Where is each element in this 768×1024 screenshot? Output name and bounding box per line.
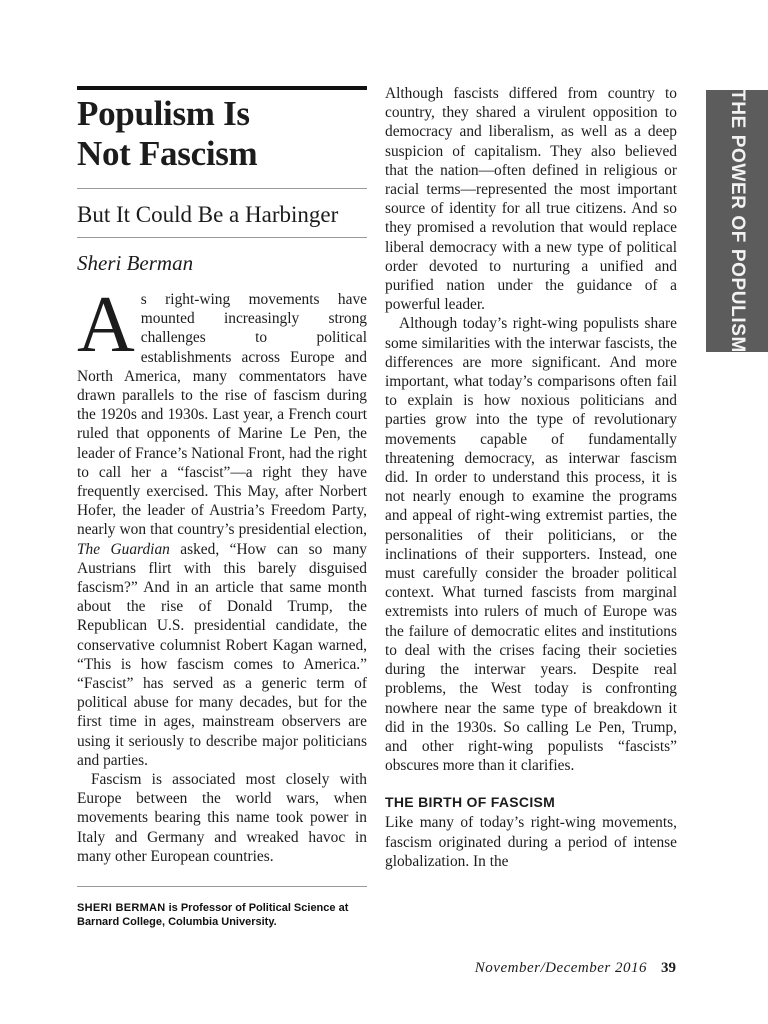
title-line-2: Not Fascism bbox=[77, 134, 258, 173]
page-number: 39 bbox=[661, 960, 676, 976]
author-bio bbox=[77, 901, 367, 929]
paragraph-opening-text: s right-wing movements have mounted increasingly strong challenges to political establishments across Europe and North America, many commentators have drawn parallels to the rise of fascism during the 1920s and 1930s. Last year, a French court ruled that opponents of Marine Le Pen, the leader of France’s National Front, had the right to call her a “fascist”—a right they have frequently exercised. This May, after Norbert Hofer, the leader of Austria’s Freedom Party, nearly won that country’s presidential election, bbox=[77, 291, 367, 539]
paragraph-fascist-views: Although fascists differed from country to country, they shared a virulent opposition to democracy and liberalism, as well as a deep suspicion of capitalism. They also believed that the nation—often defined in religious or racial terms—represented the most important source of identity for all true citizens. And so they promised a revolution that would replace liberal democracy with a new type of political order devoted to nurturing a unified and purified nation under the guidance of a powerful leader. bbox=[385, 85, 677, 314]
author-byline: Sheri Berman bbox=[77, 251, 194, 275]
bio-author-name: SHERI BERMAN bbox=[77, 902, 166, 915]
title-line-1: Populism Is bbox=[77, 94, 250, 133]
publication-name: The Guardian bbox=[77, 540, 170, 558]
paragraph-fascism-europe: Fascism is associated most closely with Europe between the world wars, when movements bearing this name took power in Italy and Germany and wreaked havoc in many other European countries. bbox=[77, 771, 367, 865]
right-column bbox=[385, 84, 677, 871]
paragraph-opening-text-end: asked, “How can so many Austrians flirt with this barely disguised fascism?” And in an article that same month about the rise of Donald Trump, the Republican U.S. presidential candidate, the conservative columnist Robert Kagan warned, “This is how fascism comes to America.” “Fascist” has served as a generic term of political abuse for many decades, but for the first time in ages, mainstream observers are using it seriously to describe major politicians and parties. bbox=[77, 540, 367, 769]
title-top-rule bbox=[77, 86, 367, 90]
article-title bbox=[77, 94, 367, 174]
page-footer bbox=[436, 958, 676, 978]
bio-text: is Professor of Political Science at Barnard College, Columbia University. bbox=[77, 902, 349, 929]
title-divider bbox=[77, 188, 367, 189]
drop-cap: A bbox=[77, 281, 135, 369]
subtitle-divider bbox=[77, 237, 367, 238]
paragraph-birth-of-fascism: Like many of today’s right-wing movements, fascism originated during a period of intense globalization. In the bbox=[385, 814, 677, 870]
issue-date: November/December 2016 bbox=[474, 960, 647, 976]
paragraph-opening bbox=[77, 281, 367, 770]
section-side-tab bbox=[706, 90, 768, 352]
article-subtitle: But It Could Be a Harbinger bbox=[77, 202, 339, 227]
side-tab-label: THE POWER OF POPULISM bbox=[727, 89, 748, 353]
bio-divider bbox=[77, 886, 367, 887]
left-column bbox=[77, 86, 367, 929]
paragraph-populists-comparison: Although today’s right-wing populists share some similarities with the interwar fascists, the differences are more significant. And more important, what today’s comparisons often fail to explain is how noxious politicians and parties grow into the type of revolutionary movements capable of fundamentally threatening democracy, as interwar fascism did. In order to understand this process, it is not nearly enough to examine the programs and appeal of right-wing extremist parties, the personalities of their politicians, or the inclinations of their supporters. Instead, one must carefully consider the broader political context. What turned fascists from marginal extremists into rulers of much of Europe was the failure of democratic elites and institutions to deal with the crises facing their societies during the interwar years. Despite real problems, the West today is confronting nowhere near the same type of breakdown it did in the 1930s. So calling Le Pen, Trump, and other right-wing populists “fascists” obscures more than it clarifies. bbox=[385, 315, 677, 775]
section-heading: THE BIRTH OF FASCISM bbox=[385, 794, 556, 811]
